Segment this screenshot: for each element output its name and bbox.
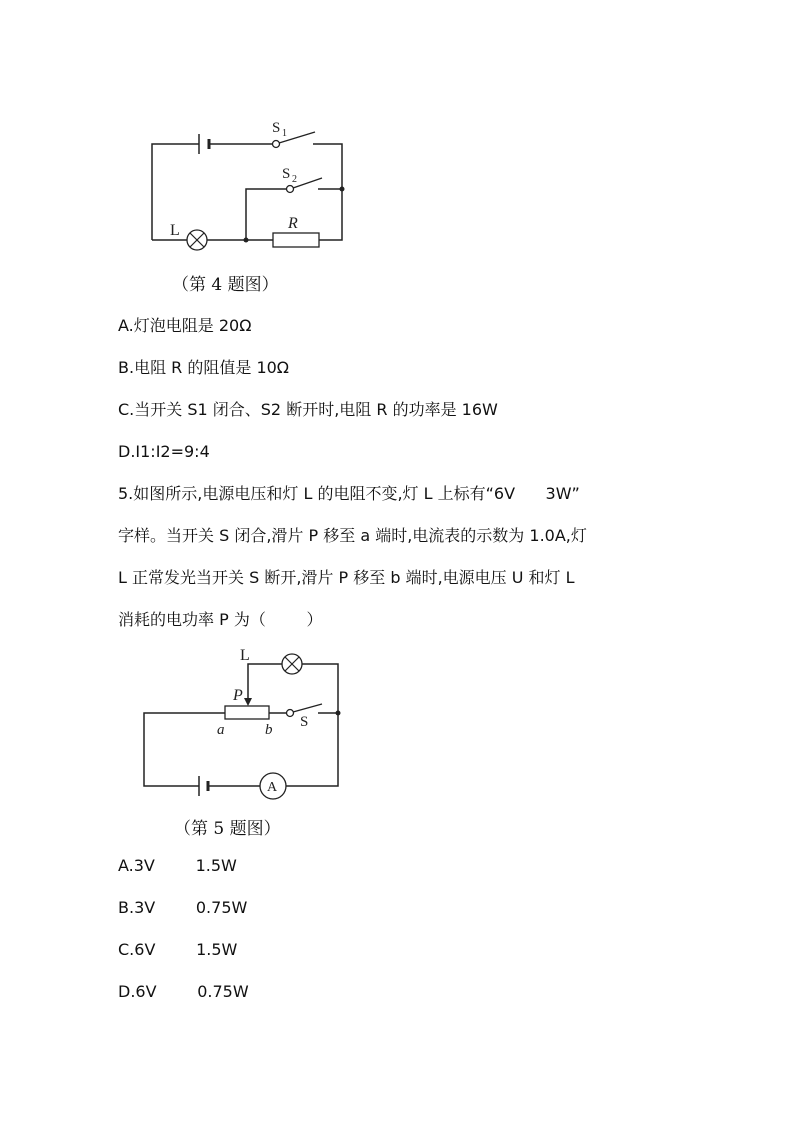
switch-s-contact: [287, 710, 294, 717]
q4-option-b: B.电阻 R 的阻值是 10Ω: [118, 358, 290, 377]
label-s2-sub: 2: [292, 174, 297, 185]
label-p: P: [233, 687, 243, 704]
switch-s-blade: [293, 704, 322, 712]
wire-right: [286, 664, 338, 786]
q5-line-2: 字样。当开关 S 闭合,滑片 P 移至 a 端时,电流表的示数为 1.0A,灯: [118, 526, 587, 545]
label-ammeter: A: [267, 780, 278, 795]
label-r: R: [288, 215, 298, 232]
label-s1-sub: 1: [282, 128, 287, 139]
q5-option-c: C.6V 1.5W: [118, 940, 238, 959]
label-s1: S: [272, 120, 281, 136]
wire-right: [313, 144, 342, 240]
wire-lamp-left: [248, 664, 282, 700]
resistor-r: [273, 233, 319, 247]
q5-line-4: 消耗的电功率 P 为（ ）: [118, 610, 323, 629]
q4-option-a: A.灯泡电阻是 20Ω: [118, 316, 252, 335]
q5-option-d: D.6V 0.75W: [118, 982, 249, 1001]
q5-option-b: B.3V 0.75W: [118, 898, 248, 917]
wire-left: [144, 713, 225, 786]
q5-option-a: A.3V 1.5W: [118, 856, 237, 875]
label-lamp: L: [240, 647, 250, 664]
switch-s2-blade: [293, 178, 322, 188]
figure-4-circuit: [140, 110, 360, 255]
switch-s2-contact: [287, 186, 294, 193]
q4-option-c: C.当开关 S1 闭合、S2 断开时,电阻 R 的功率是 16W: [118, 400, 498, 419]
label-b: b: [265, 722, 273, 738]
label-s2: S: [282, 166, 291, 182]
label-lamp: L: [170, 222, 180, 239]
q4-option-d: D.I1:I2=9:4: [118, 442, 210, 461]
junction-left: [244, 238, 249, 243]
junction-right: [340, 187, 345, 192]
q5-line-3: L 正常发光当开关 S 断开,滑片 P 移至 b 端时,电源电压 U 和灯 L: [118, 568, 575, 587]
junction-right: [336, 711, 341, 716]
rheostat: [225, 706, 269, 719]
slider-arrow: [244, 698, 252, 706]
label-a: a: [217, 722, 225, 738]
figure-5-circuit: [130, 640, 360, 805]
switch-s1-contact: [273, 141, 280, 148]
figure-4-caption: （第 4 题图）: [172, 275, 279, 295]
label-s: S: [300, 714, 309, 730]
figure-5-caption: （第 5 题图）: [174, 819, 281, 839]
q5-line-1: 5.如图所示,电源电压和灯 L 的电阻不变,灯 L 上标有“6V 3W”: [118, 484, 580, 503]
